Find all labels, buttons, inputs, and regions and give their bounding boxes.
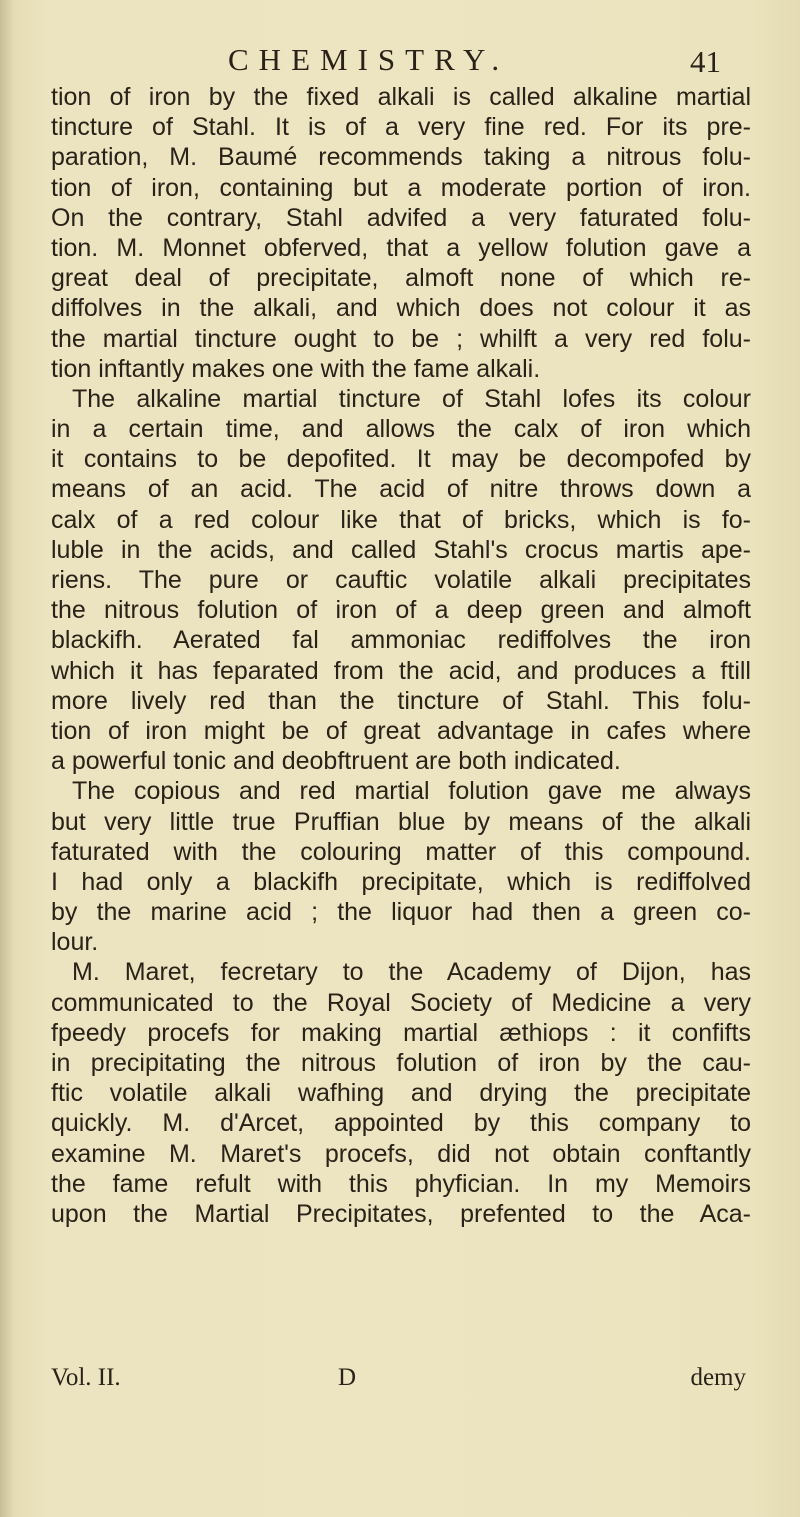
text-line: luble in the acids, and called Stahl's crocus martis ape- [51,535,751,564]
text-line: fpeedy procefs for making martial æthiops : it confifts [51,1018,751,1047]
text-line: the fame refult with this phyfician. In my Memoirs [51,1169,751,1198]
text-line: in precipitating the nitrous folution of iron by the cau- [51,1049,751,1077]
text-line: calx of a red colour like that of bricks, which is fo- [51,505,751,534]
text-line: the martial tincture ought to be ; whilft a very red folu- [51,324,751,353]
text-line: On the contrary, Stahl advifed a very faturated folu- [51,203,751,232]
text-line: I had only a blackifh precipitate, which is rediffolved [51,867,751,896]
text-line: upon the Martial Precipitates, prefented to the Aca- [51,1199,751,1228]
text-line: examine M. Maret's procefs, did not obtain conftantly [51,1139,751,1168]
text-line: The alkaline martial tincture of Stahl lofes its colour [72,384,751,413]
text-line: great deal of precipitate, almoft none of which re- [51,264,751,293]
text-line: tion. M. Monnet obferved, that a yellow folution gave a [51,233,751,262]
text-line: M. Maret, fecretary to the Academy of Dijon, has [72,958,751,987]
text-line: a powerful tonic and deobftruent are both indicated. [51,747,621,776]
text-line: but very little true Pruffian blue by means of the alkali [51,807,751,836]
text-line: riens. The pure or cauftic volatile alkali precipitates [51,566,751,594]
body-text [51,82,751,1229]
text-line: more lively red than the tincture of Stahl. This folu- [51,686,751,715]
text-line: it contains to be depofited. It may be decompofed by [51,445,751,474]
page-number: 41 [690,44,721,79]
text-line: blackifh. Aerated fal ammoniac rediffolves the iron [51,626,751,655]
volume-mark: Vol. II. [51,1364,121,1391]
text-line: The copious and red martial folution gave me always [72,777,751,806]
text-line: the nitrous folution of iron of a deep green and almoft [51,596,751,625]
text-line: which it has feparated from the acid, and produces a ftill [51,656,751,685]
text-line: quickly. M. d'Arcet, appointed by this company to [51,1109,751,1138]
text-line: paration, M. Baumé recommends taking a nitrous folu- [51,143,751,172]
spine-shadow [0,0,14,1517]
text-line: means of an acid. The acid of nitre throws down a [51,475,751,504]
text-line: tion of iron might be of great advantage in cafes where [51,716,751,745]
text-line: tincture of Stahl. It is of a very fine red. For its pre- [51,113,751,142]
text-line: diffolves in the alkali, and which does not colour it as [51,294,751,323]
text-line: tion of iron, containing but a moderate portion of iron. [51,173,751,202]
signature-mark: D [338,1364,357,1391]
text-line: tion of iron by the fixed alkali is called alkaline martial [51,83,751,111]
text-line: communicated to the Royal Society of Medicine a very [51,988,751,1017]
text-line: in a certain time, and allows the calx of iron which [51,415,751,444]
text-line: lour. [51,928,99,957]
text-line: faturated with the colouring matter of this compound. [51,837,751,866]
running-head: CHEMISTRY. [228,42,510,77]
text-line: tion inftantly makes one with the fame alkali. [51,354,541,383]
text-line: ftic volatile alkali wafhing and drying the precipitate [51,1079,751,1108]
text-line: by the marine acid ; the liquor had then a green co- [51,898,751,927]
catchword: demy [690,1364,746,1391]
page-footer [51,1364,751,1394]
